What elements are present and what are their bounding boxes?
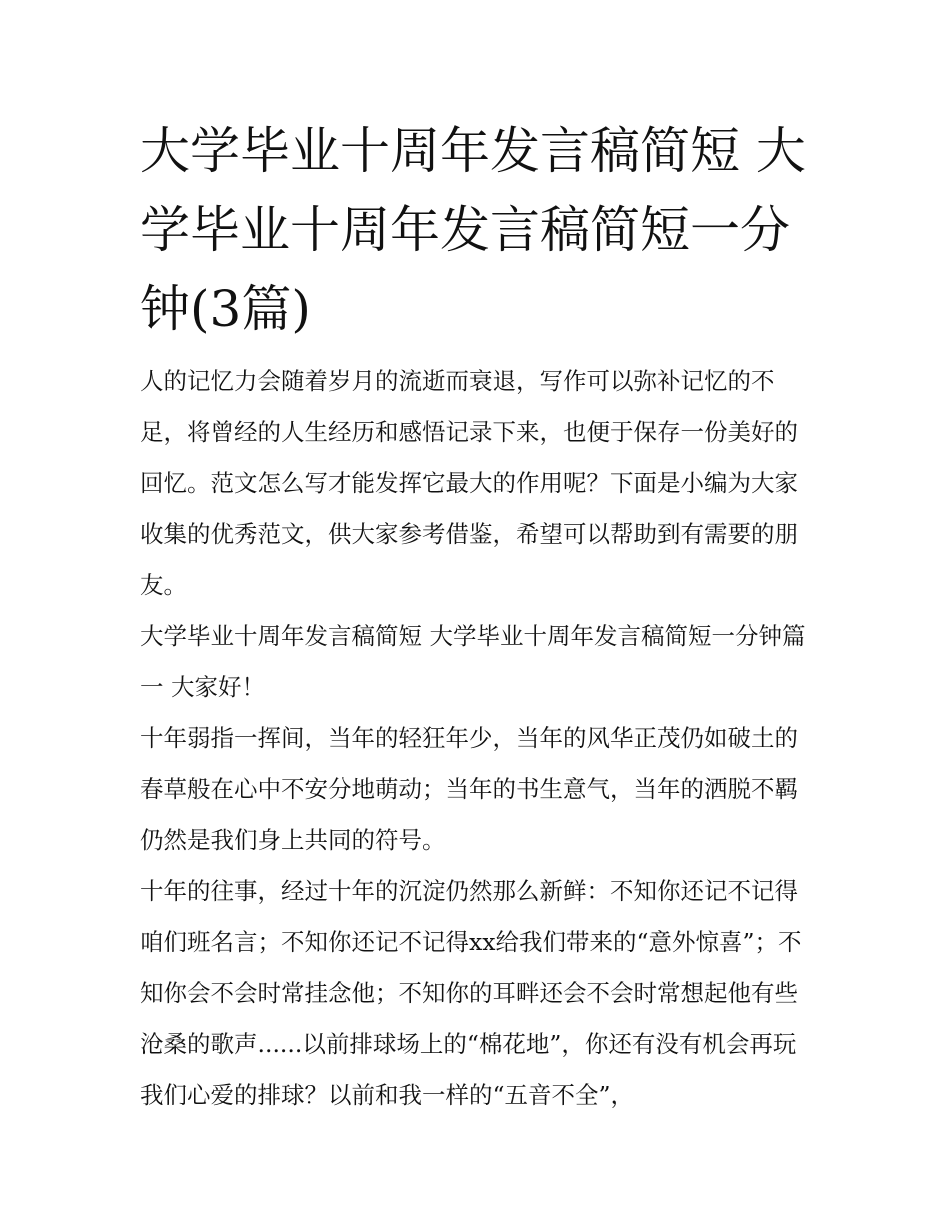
document-page bbox=[140, 112, 812, 1121]
body-paragraph: 十年弱指一挥间，当年的轻狂年少，当年的风华正茂仍如破土的春草般在心中不安分地萌动；当年的书生意气，当年的洒脱不羁仍然是我们身上共同的符号。 bbox=[140, 724, 798, 854]
intro-paragraph: 人的记忆力会随着岁月的流逝而衰退，写作可以弥补记忆的不足，将曾经的人生经历和感悟记录下来，也便于保存一份美好的回忆。范文怎么写才能发挥它最大的作用呢？下面是小编为大家收集的优秀范文，供大家参考借鉴，希望可以帮助到有需要的朋友。 bbox=[140, 367, 798, 599]
document-title: 大学毕业十周年发言稿简短 大学毕业十周年发言稿简短一分钟(3篇) bbox=[140, 122, 806, 338]
section-heading-paragraph: 大学毕业十周年发言稿简短 大学毕业十周年发言稿简短一分钟篇一 大家好！ bbox=[140, 622, 806, 701]
body-paragraph: 十年的往事，经过十年的沉淀仍然那么新鲜：不知你还记不记得咱们班名言；不知你还记不记得xx给我们带来的“意外惊喜”；不知你会不会时常挂念他；不知你的耳畔还会不会时常想起他有些沧桑的歌声......以前排球场上的“棉花地”，你还有没有机会再玩我们心爱的排球？以前和我一样的“五音不全”， bbox=[140, 877, 802, 1109]
